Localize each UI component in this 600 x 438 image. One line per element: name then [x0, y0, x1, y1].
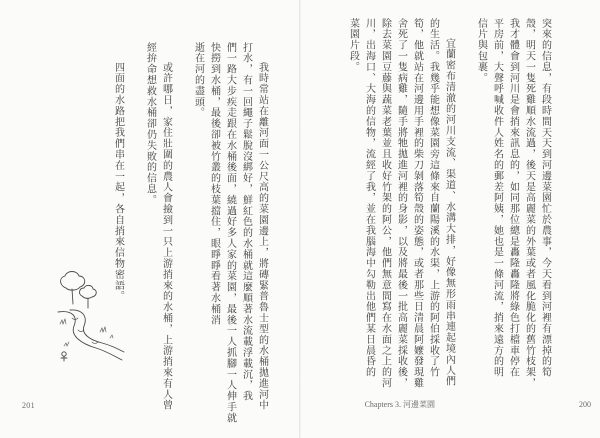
text-column: 舍死了一隻病雞，隨手將牠拋進河裡的身影，以及將最後一批高麗菜採收後， [395, 18, 407, 389]
river-sketch-illustration [52, 268, 130, 364]
text-column: 殼，明天一隻死雞順水流過，後天是高麗菜的外葉或者風化脆化的舊竹枝架， [523, 18, 535, 389]
text-column: 我才體會到河川是會捎來訊息的，如同那位總是轟隆轟隆將綠色打檔車停在 [507, 18, 519, 378]
text-column: 們一路大步疾走跟在水桶後面，繞過好多人家的菜園，最後一人抓腳一人伸手就 [224, 42, 236, 424]
text-column: 經拚命想救水桶卻仍失敗的信息。 [144, 42, 156, 206]
left-page-text [112, 42, 267, 424]
text-column: 或許哪日，家住壯圍的農人會撿到一只上游捎來的水桶，上游捎來有人曾 [160, 62, 172, 411]
page-number: 200 [579, 400, 591, 409]
running-head [365, 399, 591, 410]
right-page-text [347, 18, 550, 389]
left-page [0, 0, 299, 438]
text-column: 信片與包裹。 [475, 18, 487, 84]
text-column: 的生活。我幾乎能想像菜園旁這條來自蘭陽溪的水渠，上游的阿伯採收了竹 [427, 18, 439, 378]
text-column: 逝在河的盡頭。 [192, 42, 204, 119]
right-page [301, 0, 600, 438]
text-column: 除去菜園豆藤與蔬菜老葉並且收好竹架的阿公，他們無意間寫在水面之上的河 [379, 18, 391, 389]
text-column: 川，出海口、大海的信物，流經了我，並在我腦海中勾勒出他們某日晨昏的 [363, 18, 375, 378]
text-column: 快撈到水桶，最後卻被竹叢的枝葉擋住，眼睜睜看著水桶消 [208, 42, 220, 326]
text-column: 我時常站在離河面一公尺高的菜園邊上，將磚緊普魯士型的水桶拋進河中 [256, 62, 268, 411]
text-column: 突來的信息，有段時間天天到河邊菜園忙於農事，今天看到河裡有漂掉的筍 [539, 18, 551, 378]
chapter-title: Chapters 3. 河邊菜園 [364, 400, 435, 409]
text-column: 筍，他就站在河邊用手裡的柴刀剝落筍殼的姿態，或者那些日清晨阿嬤發現雞 [411, 18, 423, 389]
text-column: 四面的水路把我們串在一起，各自捎來信物密語。 [112, 62, 124, 302]
text-column: 菜園片段。 [347, 18, 359, 73]
text-column: 宜蘭密布清澈的河川支流、渠道、水溝大排，好像無形雨串連起境內人們 [443, 38, 455, 387]
page-number: 201 [22, 401, 35, 410]
text-column: 打水，有一回繩子鬆脫沒綁好，鮮紅色的水桶就這麼順著水流載浮載沉，我 [240, 42, 252, 402]
text-column: 平房前，大聲呼喊收件人姓名的郵差阿姨，她也是一條河流，捎來遠方的明 [491, 18, 503, 378]
